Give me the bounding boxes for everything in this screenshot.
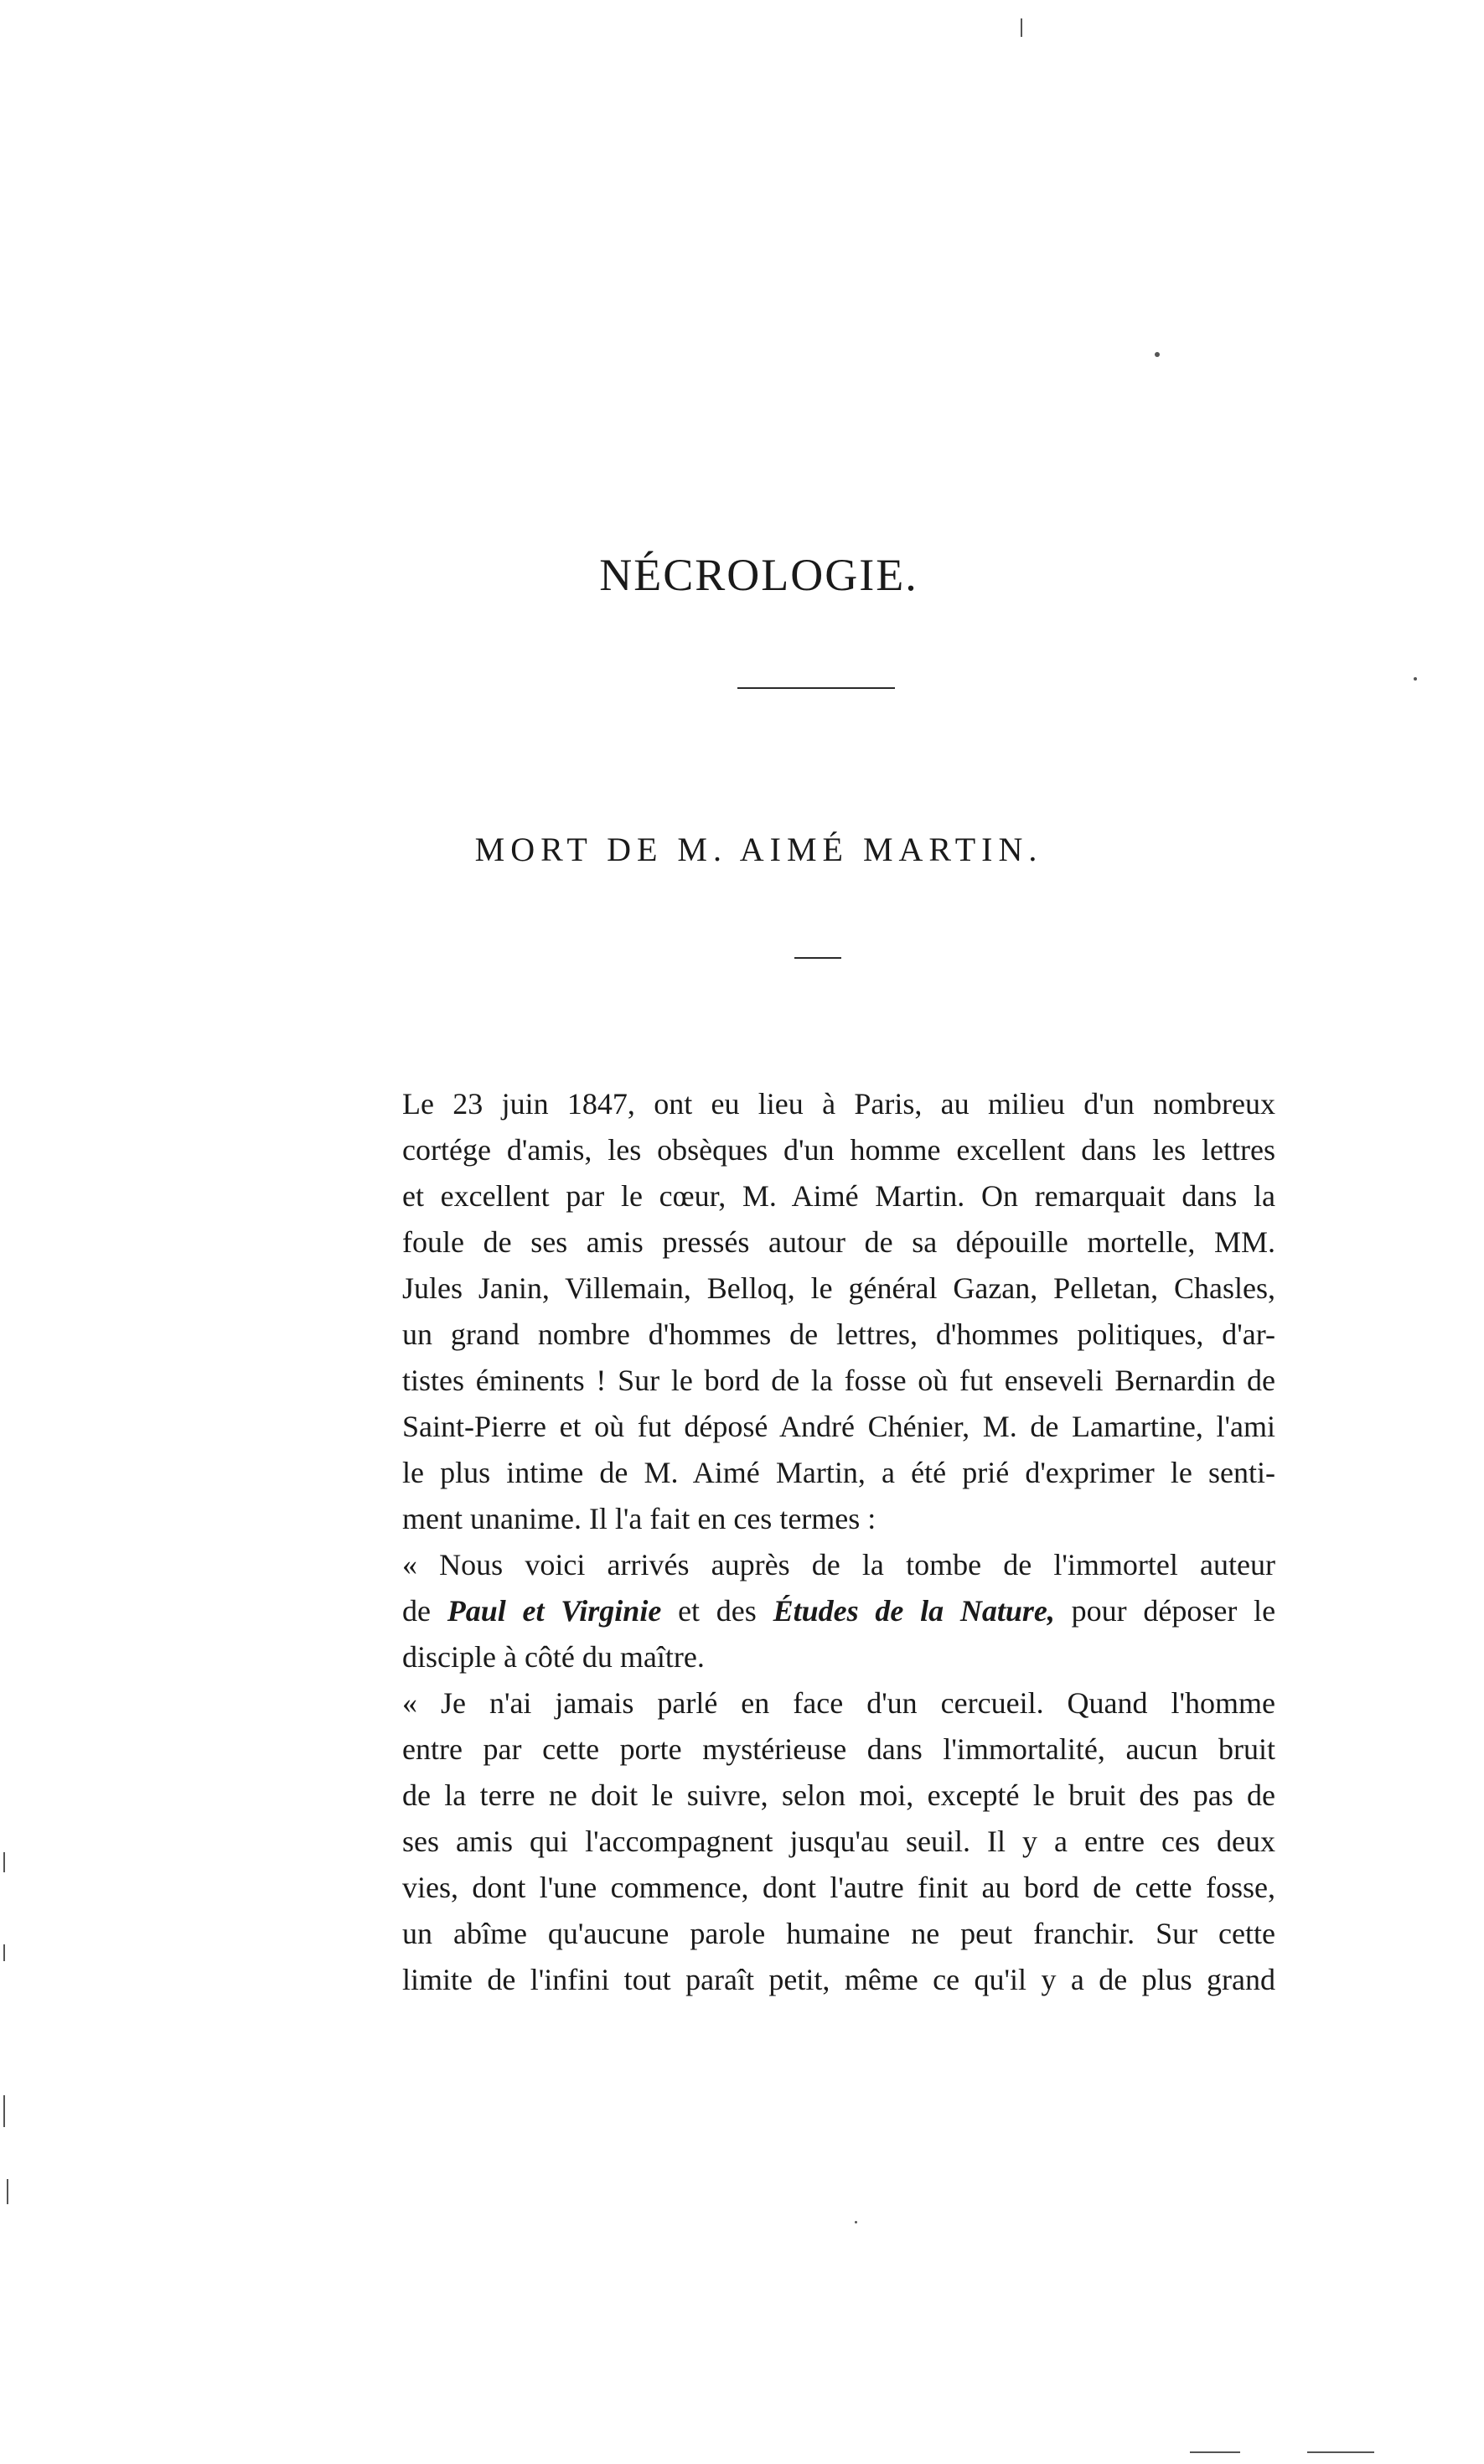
text-line: foule de ses amis pressés autour de sa dépouille mortelle, MM. — [402, 1225, 1275, 1259]
section-title: NÉCROLOGIE. — [599, 550, 918, 600]
text-line: de la terre ne doit le suivre, selon moi, excepté le bruit des pas de — [402, 1778, 1275, 1812]
bottom-edge-mark — [1307, 2451, 1374, 2453]
text-fragment: pour déposer le — [1071, 1594, 1276, 1628]
text-fragment: et des — [678, 1594, 757, 1628]
text-line: « Je n'ai jamais parlé en face d'un cercueil. Quand l'homme — [402, 1686, 1275, 1720]
text-line: « Nous voici arrivés auprès de la tombe de l'immortel auteur — [402, 1548, 1275, 1581]
article-body — [402, 1081, 1275, 2003]
text-line: ses amis qui l'accompagnent jusqu'au seuil. Il y a entre ces deux — [402, 1825, 1275, 1858]
bottom-edge-mark — [1190, 2451, 1240, 2453]
text-line: Le 23 juin 1847, ont eu lieu à Paris, au milieu d'un nombreux — [402, 1087, 1275, 1121]
title-divider — [737, 687, 895, 689]
margin-mark — [1021, 18, 1022, 37]
book-title: Paul et Virginie — [447, 1594, 662, 1628]
margin-mark — [3, 1944, 5, 1961]
margin-mark — [3, 1852, 5, 1872]
text-line: cortége d'amis, les obsèques d'un homme excellent dans les lettres — [402, 1133, 1275, 1167]
text-line: tistes éminents ! Sur le bord de la fosse où fut enseveli Bernardin de — [402, 1364, 1275, 1397]
margin-mark — [7, 2179, 8, 2204]
text-line: entre par cette porte mystérieuse dans l'immortalité, aucun bruit — [402, 1732, 1275, 1766]
book-title: Études de la Nature, — [773, 1594, 1055, 1628]
text-line: ment unanime. Il l'a fait en ces termes : — [402, 1502, 876, 1535]
text-line: disciple à côté du maître. — [402, 1640, 705, 1674]
ink-speck — [855, 2221, 857, 2223]
ink-speck — [1155, 352, 1160, 357]
article-title: MORT DE M. AIMÉ MARTIN. — [474, 831, 1043, 868]
text-line-with-titles — [402, 1588, 1275, 1634]
text-line: Jules Janin, Villemain, Belloq, le général Gazan, Pelletan, Chasles, — [402, 1271, 1275, 1305]
text-line: limite de l'infini tout paraît petit, même ce qu'il y a de plus grand — [402, 1963, 1275, 1996]
text-line: un grand nombre d'hommes de lettres, d'hommes politiques, d'ar- — [402, 1317, 1275, 1351]
article-divider — [794, 957, 841, 959]
text-fragment: de — [402, 1594, 431, 1628]
margin-mark — [3, 2095, 5, 2127]
text-line: le plus intime de M. Aimé Martin, a été prié d'exprimer le senti- — [402, 1456, 1275, 1489]
text-line: un abîme qu'aucune parole humaine ne peut franchir. Sur cette — [402, 1917, 1275, 1950]
text-line: et excellent par le cœur, M. Aimé Martin. On remarquait dans la — [402, 1179, 1275, 1213]
ink-speck — [1414, 677, 1417, 681]
text-line: vies, dont l'une commence, dont l'autre finit au bord de cette fosse, — [402, 1871, 1275, 1904]
text-line: Saint-Pierre et où fut déposé André Chénier, M. de Lamartine, l'ami — [402, 1410, 1275, 1443]
